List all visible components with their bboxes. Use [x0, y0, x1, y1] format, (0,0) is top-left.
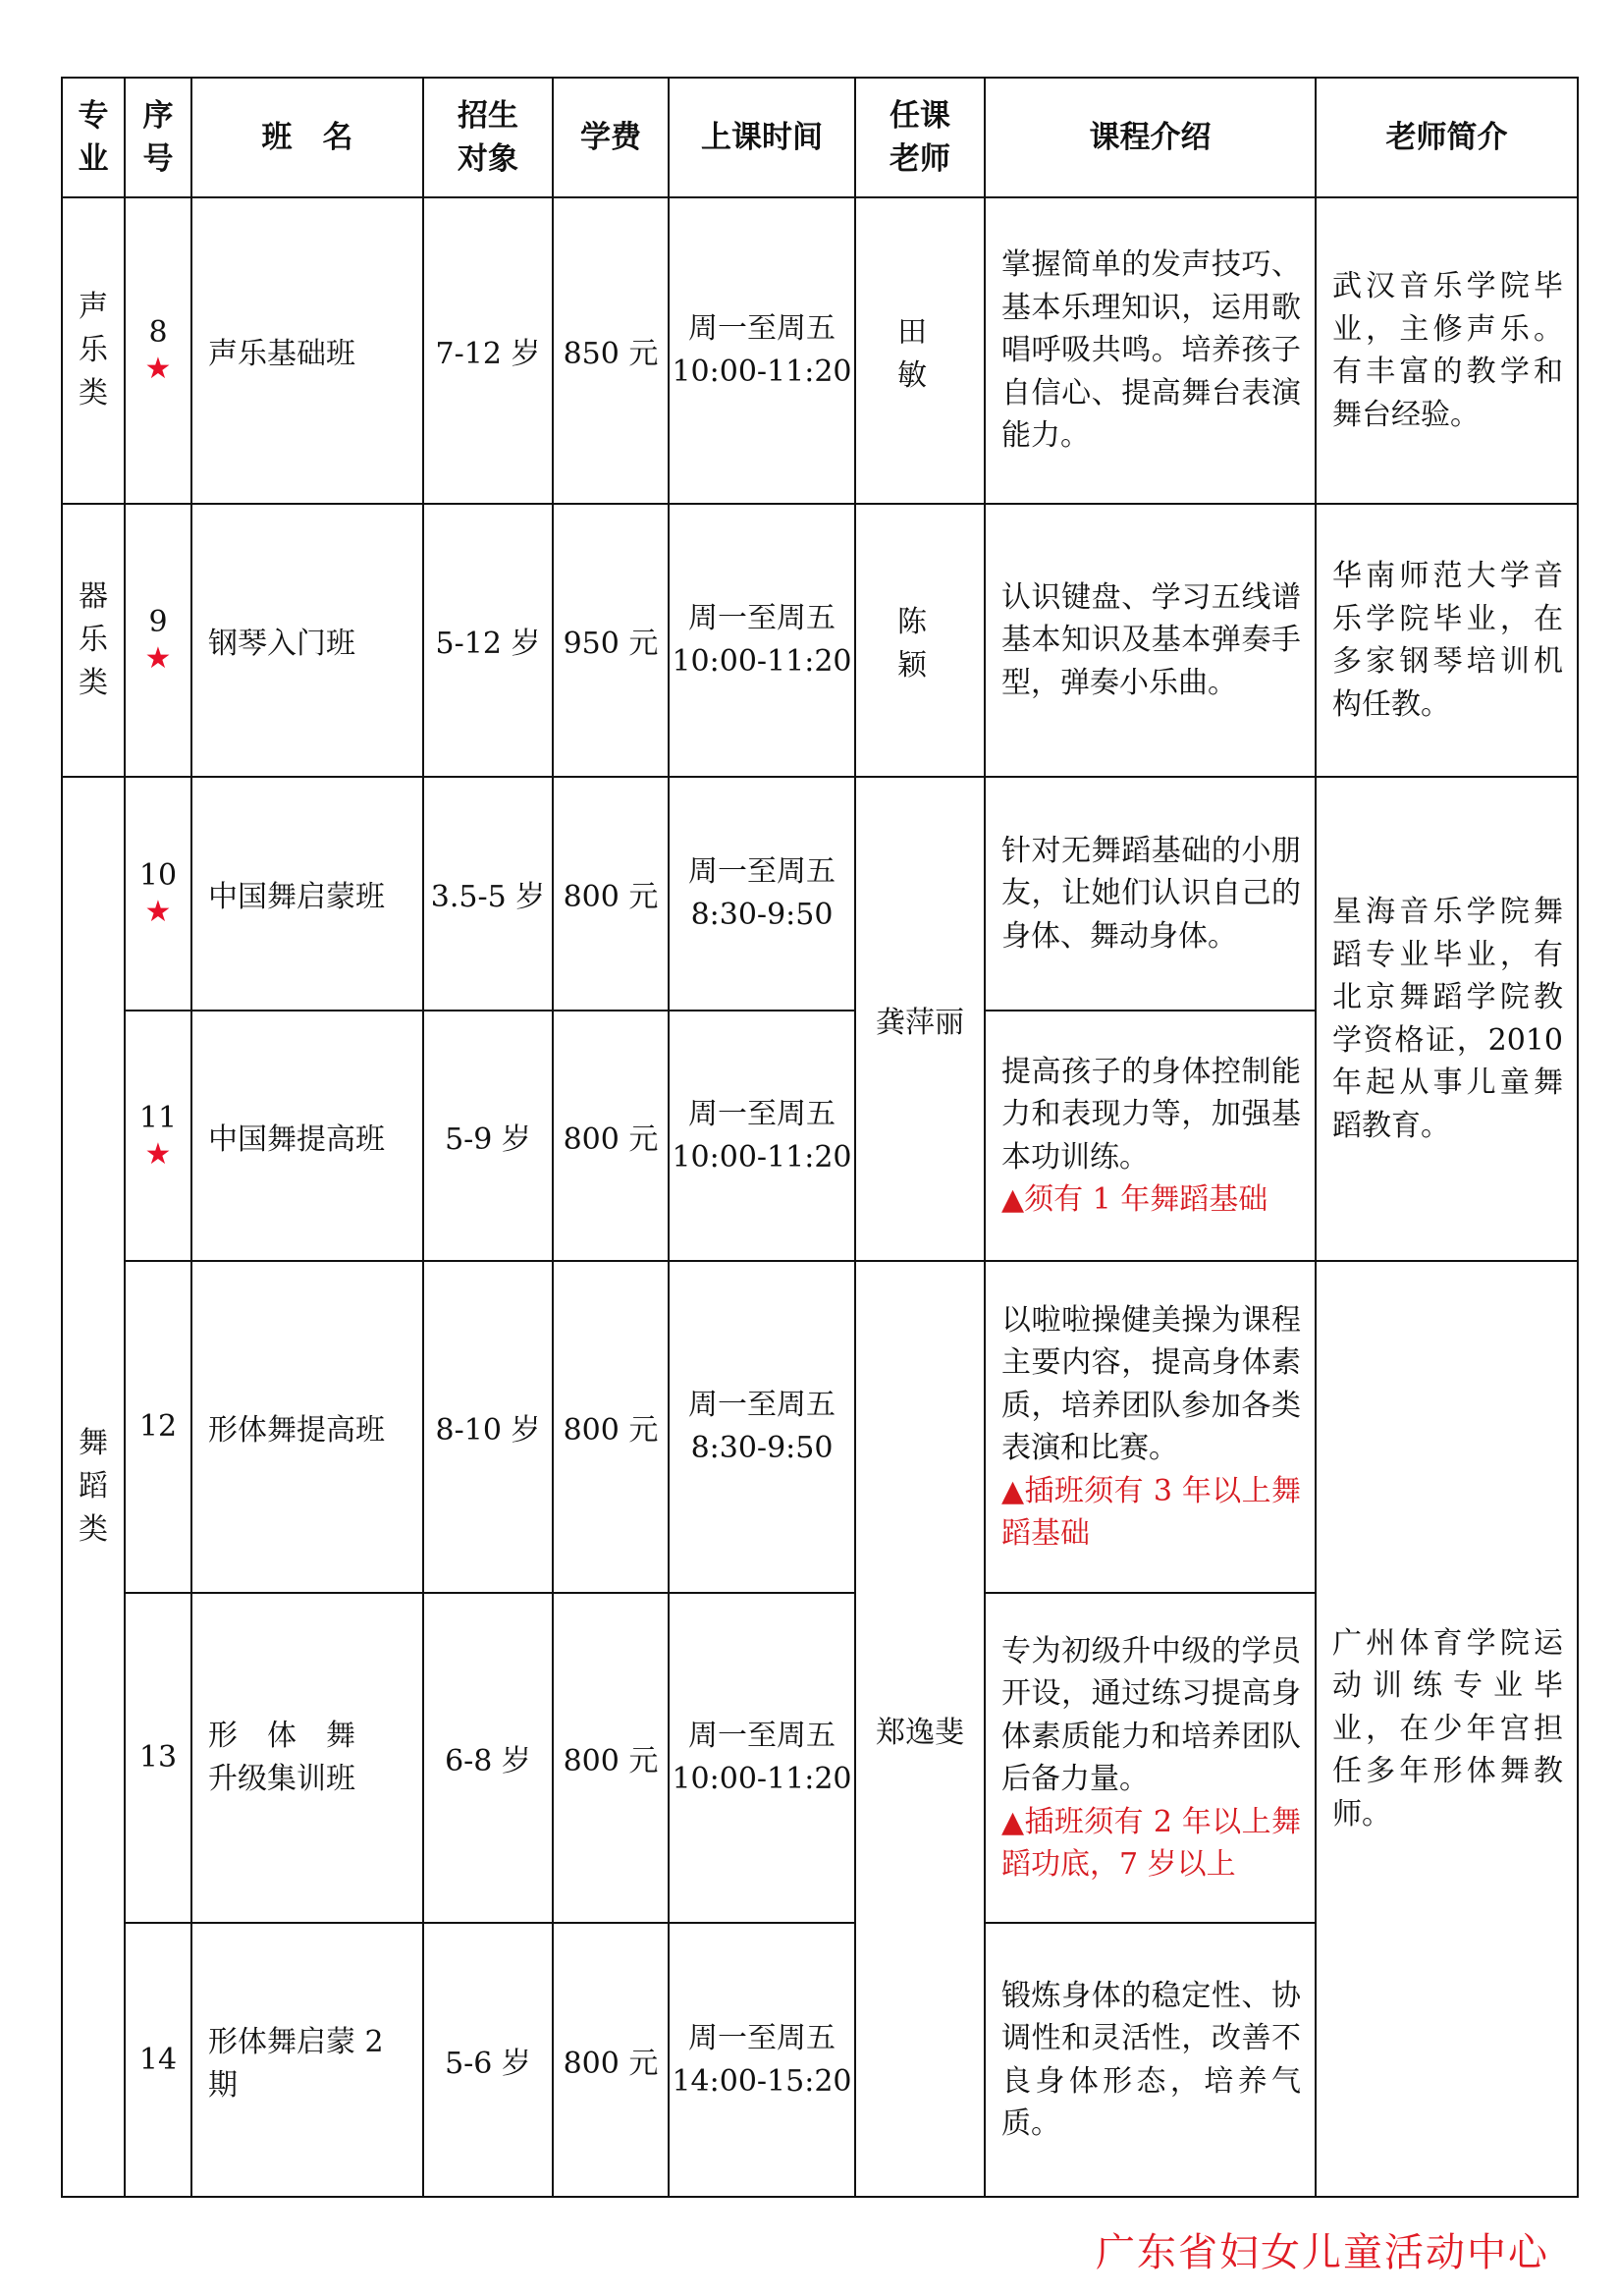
target-age: 5-6 岁	[423, 1923, 553, 2197]
teacher-intro: 华南师范大学音乐学院毕业，在多家钢琴培训机构任教。	[1316, 504, 1578, 777]
header-target: 招生 对象	[423, 78, 553, 197]
schedule: 周一至周五 10:00-11:20	[669, 197, 855, 504]
seq-cell: 11 ★	[125, 1011, 191, 1261]
teacher-name: 田敏	[855, 197, 985, 504]
fee: 800 元	[553, 1923, 669, 2197]
course-note: ▲须有 1 年舞蹈基础	[1001, 1182, 1268, 1217]
fee: 800 元	[553, 1261, 669, 1593]
schedule: 周一至周五 8:30-9:50	[669, 1261, 855, 1593]
organization-name: 广东省妇女儿童活动中心	[1096, 2230, 1549, 2275]
teacher-intro: 星海音乐学院舞蹈专业毕业，有北京舞蹈学院教学资格证，2010 年起从事儿童舞蹈教育。	[1316, 777, 1578, 1261]
category-vocal: 声 乐 类	[62, 197, 125, 504]
fee: 850 元	[553, 197, 669, 504]
header-course-intro: 课程介绍	[985, 78, 1316, 197]
course-intro: 锻炼身体的稳定性、协调性和灵活性，改善不良身体形态，培养气质。	[985, 1923, 1316, 2197]
schedule: 周一至周五 14:00-15:20	[669, 1923, 855, 2197]
header-fee: 学费	[553, 78, 669, 197]
table-row	[62, 1261, 1578, 1593]
course-intro: 提高孩子的身体控制能力和表现力等，加强基本功训练。 ▲须有 1 年舞蹈基础	[985, 1011, 1316, 1261]
header-row	[62, 78, 1578, 197]
seq-cell: 9 ★	[125, 504, 191, 777]
teacher-name: 陈颖	[855, 504, 985, 777]
target-age: 8-10 岁	[423, 1261, 553, 1593]
course-note: ▲插班须有 3 年以上舞蹈基础	[1001, 1473, 1301, 1551]
course-note: ▲插班须有 2 年以上舞蹈功底，7 岁以上	[1001, 1804, 1301, 1882]
class-name: 形体舞启蒙 2 期	[191, 1923, 423, 2197]
fee: 800 元	[553, 777, 669, 1011]
seq-cell: 13	[125, 1593, 191, 1923]
star-icon: ★	[144, 352, 172, 386]
category-dance: 舞 蹈 类	[62, 777, 125, 2197]
header-teacher: 任课 老师	[855, 78, 985, 197]
class-name: 声乐基础班	[191, 197, 423, 504]
class-name: 形 体 舞 升级集训班	[191, 1593, 423, 1923]
schedule: 周一至周五 10:00-11:20	[669, 504, 855, 777]
target-age: 3.5-5 岁	[423, 777, 553, 1011]
class-name: 钢琴入门班	[191, 504, 423, 777]
class-name: 中国舞提高班	[191, 1011, 423, 1261]
course-intro: 针对无舞蹈基础的小朋友，让她们认识自己的身体、舞动身体。	[985, 777, 1316, 1011]
course-intro: 掌握简单的发声技巧、基本乐理知识，运用歌唱呼吸共鸣。培养孩子自信心、提高舞台表演能力。	[985, 197, 1316, 504]
table-row	[62, 197, 1578, 504]
star-icon: ★	[144, 641, 172, 676]
teacher-name: 郑逸斐	[855, 1261, 985, 2197]
table-row	[62, 777, 1578, 1011]
schedule: 周一至周五 8:30-9:50	[669, 777, 855, 1011]
seq-cell: 10 ★	[125, 777, 191, 1011]
target-age: 5-9 岁	[423, 1011, 553, 1261]
seq-cell: 14	[125, 1923, 191, 2197]
star-icon: ★	[144, 895, 172, 929]
course-intro: 以啦啦操健美操为课程主要内容，提高身体素质，培养团队参加各类表演和比赛。 ▲插班须有 3 年以上舞蹈基础	[985, 1261, 1316, 1593]
course-table	[61, 77, 1579, 2198]
fee: 800 元	[553, 1011, 669, 1261]
header-time: 上课时间	[669, 78, 855, 197]
target-age: 6-8 岁	[423, 1593, 553, 1923]
teacher-intro: 广州体育学院运动训练专业毕业，在少年宫担任多年形体舞教师。	[1316, 1261, 1578, 2197]
course-intro: 认识键盘、学习五线谱基本知识及基本弹奏手型，弹奏小乐曲。	[985, 504, 1316, 777]
target-age: 5-12 岁	[423, 504, 553, 777]
header-teacher-intro: 老师简介	[1316, 78, 1578, 197]
category-instrument: 器 乐 类	[62, 504, 125, 777]
table-row	[62, 504, 1578, 777]
teacher-intro: 武汉音乐学院毕业，主修声乐。有丰富的教学和舞台经验。	[1316, 197, 1578, 504]
course-intro: 专为初级升中级的学员开设，通过练习提高身体素质能力和培养团队后备力量。 ▲插班须有 2 年以上舞蹈功底，7 岁以上	[985, 1593, 1316, 1923]
header-class-name: 班 名	[191, 78, 423, 197]
star-icon: ★	[144, 1136, 172, 1172]
schedule: 周一至周五 10:00-11:20	[669, 1011, 855, 1261]
target-age: 7-12 岁	[423, 197, 553, 504]
header-seq: 序 号	[125, 78, 191, 197]
fee: 950 元	[553, 504, 669, 777]
class-name: 形体舞提高班	[191, 1261, 423, 1593]
seq-cell: 8 ★	[125, 197, 191, 504]
fee: 800 元	[553, 1593, 669, 1923]
class-name: 中国舞启蒙班	[191, 777, 423, 1011]
teacher-name: 龚萍丽	[855, 777, 985, 1261]
schedule: 周一至周五 10:00-11:20	[669, 1593, 855, 1923]
header-major: 专 业	[62, 78, 125, 197]
seq-cell: 12	[125, 1261, 191, 1593]
